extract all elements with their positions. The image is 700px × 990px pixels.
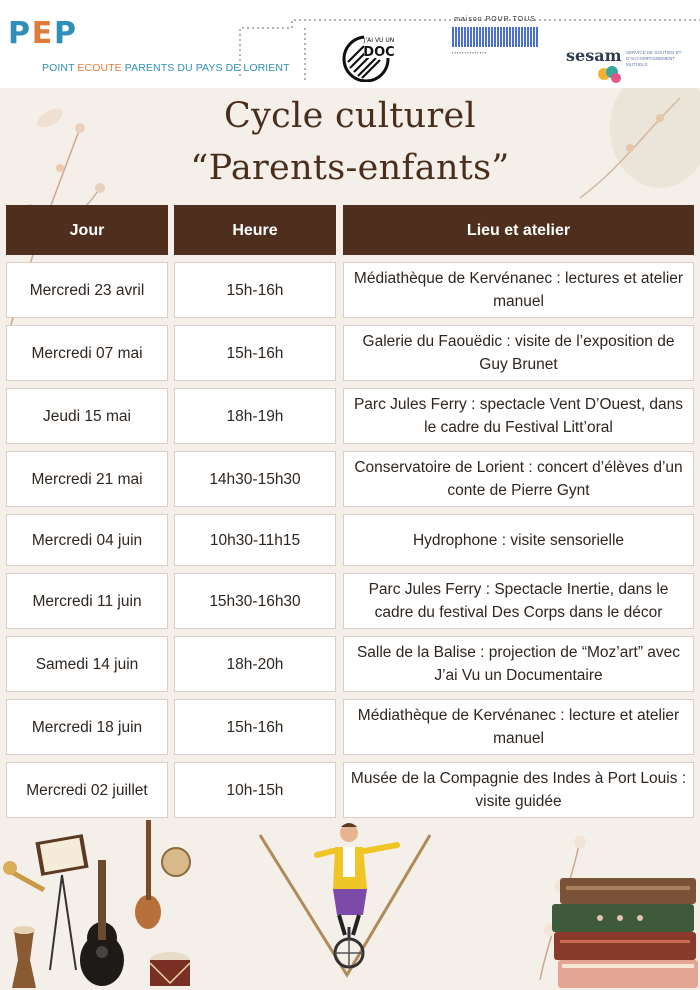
pep-tagline-suffix: PARENTS DU PAYS DE LORIENT [121,62,290,74]
column-header-jour: Jour [6,205,168,255]
cell-lieu: Parc Jules Ferry : spectacle Vent D’Ouest, dans le cadre du Festival Litt’oral [343,388,694,444]
cell-jour: Mercredi 04 juin [6,514,168,566]
cell-lieu: Médiathèque de Kervénanec : lectures et atelier manuel [343,262,694,318]
doc-logo-icon [340,32,396,82]
maison-title: maison POUR TOUS [454,16,536,23]
cell-heure: 10h30-11h15 [174,514,336,566]
cell-lieu: Médiathèque de Kervénanec : lecture et atelier manuel [343,699,694,755]
pep-tagline-prefix: POINT [42,62,78,74]
maison-graphic [452,27,538,47]
cell-heure: 15h30-16h30 [174,573,336,629]
cell-heure: 14h30-15h30 [174,451,336,507]
cell-jour: Jeudi 15 mai [6,388,168,444]
pep-letter-p1: P [8,16,30,51]
pep-letter-p2: P [54,16,76,51]
column-header-heure: Heure [174,205,336,255]
cell-lieu: Conservatoire de Lorient : concert d’élèves d’un conte de Pierre Gynt [343,451,694,507]
cell-heure: 15h-16h [174,325,336,381]
cell-heure: 15h-16h [174,699,336,755]
svg-text:DOC: DOC [363,45,395,60]
cell-lieu: Parc Jules Ferry : Spectacle Inertie, dans le cadre du festival Des Corps dans le décor [343,573,694,629]
jai-vu-un-doc-logo [340,32,396,82]
cell-heure: 18h-19h [174,388,336,444]
page-title-line1: Cycle culturel [224,96,476,136]
page-title-line2: “Parents-enfants” [190,148,510,188]
maison-pour-tous-logo [452,16,538,78]
cell-jour: Mercredi 02 juillet [6,762,168,818]
pep-wordmark [8,18,76,58]
cell-lieu: Salle de la Balise : projection de “Moz’art” avec J’ai Vu un Documentaire [343,636,694,692]
pep-tagline [42,62,290,74]
cell-jour: Mercredi 21 mai [6,451,168,507]
cell-lieu: Hydrophone : visite sensorielle [343,514,694,566]
cell-jour: Samedi 14 juin [6,636,168,692]
pep-tagline-accent: ECOUTE [77,62,122,74]
music-instruments-illustration [0,820,220,990]
cell-lieu: Galerie du Faouëdic : visite de l’exposition de Guy Brunet [343,325,694,381]
cell-jour: Mercredi 07 mai [6,325,168,381]
cell-jour: Mercredi 18 juin [6,699,168,755]
sesam-name: sesam [566,46,622,65]
header-band [0,0,700,88]
pep-logo [8,16,290,78]
cell-jour: Mercredi 23 avril [6,262,168,318]
books-stack-illustration [520,820,700,990]
svg-text:J'AI VU UN: J'AI VU UN [363,37,395,44]
column-header-lieu: Lieu et atelier [343,205,694,255]
cell-heure: 18h-20h [174,636,336,692]
cell-heure: 15h-16h [174,262,336,318]
sesam-emblem-icon [596,64,622,84]
unicyclist-illustration [255,815,435,990]
cell-lieu: Musée de la Compagnie des Indes à Port Louis : visite guidée [343,762,694,818]
sesam-logo [566,46,700,86]
pep-letter-e: E [31,16,53,51]
sesam-subtitle: SERVICE DE SOUTIEN ET D'ACCOMPAGNEMENT MUTUELS [626,50,682,67]
maison-small-print: ▪ ▪ ▪ ▪ ▪ ▪ ▪ ▪ ▪ ▪ ▪ ▪ ▪ ▪ [452,50,487,55]
cell-heure: 10h-15h [174,762,336,818]
cell-jour: Mercredi 11 juin [6,573,168,629]
